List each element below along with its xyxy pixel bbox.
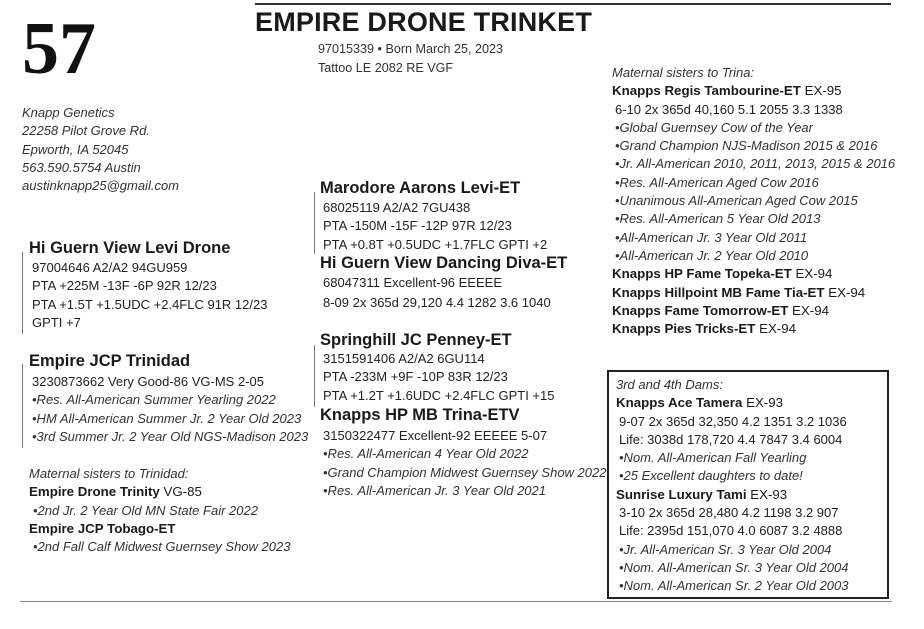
sister-honor: •Global Guernsey Cow of the Year bbox=[615, 119, 813, 135]
dam-honor: •HM All-American Summer Jr. 2 Year Old 2023 bbox=[32, 410, 302, 426]
dam-sire-name: Springhill JC Penney-ET bbox=[320, 331, 512, 349]
tattoo-line: Tattoo LE 2082 RE VGF bbox=[318, 61, 454, 75]
fourth-dam-life: Life: 2395d 151,070 4.0 6087 3.2 4888 bbox=[619, 523, 843, 539]
bottom-rule bbox=[20, 601, 892, 602]
fourth-dam-details bbox=[616, 504, 849, 595]
third-dam-honor: •25 Excellent daughters to date! bbox=[619, 468, 803, 484]
sire-dam-name: Hi Guern View Dancing Diva-ET bbox=[320, 254, 568, 272]
dams-box-heading: 3rd and 4th Dams: bbox=[616, 377, 723, 392]
sister-honor: •All-American Jr. 3 Year Old 2011 bbox=[615, 229, 808, 245]
sister-name-text: Knapps Fame Tomorrow-ET bbox=[612, 302, 789, 318]
dams-box-content bbox=[616, 376, 849, 596]
dam-sire-line: PTA -233M +9F -10P 83R 12/23 bbox=[323, 369, 508, 385]
consignor-email: austinknapp25@gmail.com bbox=[22, 178, 180, 194]
third-dam-honor: •Nom. All-American Fall Yearling bbox=[619, 450, 807, 466]
sister-name bbox=[612, 302, 895, 320]
sister-name bbox=[29, 520, 290, 538]
sister-honor: •All-American Jr. 2 Year Old 2010 bbox=[615, 247, 809, 263]
sister-classification: EX-94 bbox=[824, 284, 866, 300]
dam-line: 3230873662 Very Good-86 VG-MS 2-05 bbox=[32, 374, 264, 389]
dam-sire-line: PTA +1.2T +1.6UDC +2.4FLC GPTI +15 bbox=[323, 387, 555, 403]
sister-name bbox=[29, 483, 290, 501]
sister-classification: EX-95 bbox=[800, 83, 842, 99]
dam-details bbox=[32, 373, 308, 446]
consignor-block bbox=[22, 104, 179, 195]
fourth-dam-honor: •Nom. All-American Sr. 3 Year Old 2004 bbox=[619, 559, 849, 575]
sire-sire-bracket bbox=[314, 192, 315, 254]
sire-sire-name: Marodore Aarons Levi-ET bbox=[320, 179, 521, 197]
consignor-street: 22258 Pilot Grove Rd. bbox=[22, 123, 150, 139]
dam-honor: •3rd Summer Jr. 2 Year Old NGS-Madison 2023 bbox=[32, 428, 309, 444]
sister-classification: EX-94 bbox=[788, 302, 829, 318]
dam-sisters bbox=[29, 465, 290, 556]
sister-name-text: Knapps HP Fame Topeka-ET bbox=[612, 266, 792, 282]
consignor-name: Knapp Genetics bbox=[22, 105, 115, 120]
sister-name bbox=[612, 265, 895, 283]
sister-honor: •Unanimous All-American Aged Cow 2015 bbox=[615, 193, 858, 209]
sister-name-text: Knapps Regis Tambourine-ET bbox=[612, 83, 801, 99]
sister-name bbox=[612, 284, 895, 302]
dam-name: Empire JCP Trinidad bbox=[29, 352, 191, 370]
sire-dam-line: 8-09 2x 365d 29,120 4.4 1282 3.6 1040 bbox=[323, 295, 551, 311]
fourth-dam-honor: •Jr. All-American Sr. 3 Year Old 2004 bbox=[619, 541, 832, 557]
sire-bracket bbox=[22, 252, 23, 334]
consignor-city: Epworth, IA 52045 bbox=[22, 141, 129, 157]
sister-honor: •Jr. All-American 2010, 2011, 2013, 2015 & 2016 bbox=[615, 156, 896, 172]
third-dam-name bbox=[616, 394, 849, 412]
sister-classification: VG-85 bbox=[159, 484, 202, 500]
tambourine-details bbox=[612, 101, 895, 266]
sire-sire-line: PTA -150M -15F -12P 97R 12/23 bbox=[323, 218, 512, 234]
dam-dam-details bbox=[323, 427, 606, 500]
trina-sisters bbox=[612, 64, 895, 338]
production-record: 6-10 2x 365d 40,160 5.1 2055 3.3 1338 bbox=[615, 101, 843, 117]
top-rule bbox=[255, 3, 891, 5]
sister-name-text: Empire Drone Trinity bbox=[29, 484, 160, 500]
third-dam-life: Life: 3038d 178,720 4.4 7847 3.4 6004 bbox=[619, 431, 843, 447]
registration-line: 97015339 • Born March 25, 2023 bbox=[318, 42, 504, 56]
dam-honor: •Res. All-American Summer Yearling 2022 bbox=[32, 392, 276, 408]
sire-dam-details bbox=[323, 274, 551, 313]
page-title: EMPIRE DRONE TRINKET bbox=[255, 7, 593, 37]
sire-details bbox=[32, 259, 267, 332]
sire-name: Hi Guern View Levi Drone bbox=[29, 239, 231, 257]
sire-line: GPTI +7 bbox=[32, 314, 81, 330]
sire-sire-line: 68025119 A2/A2 7GU438 bbox=[323, 200, 471, 215]
dam-sire-line: 3151591406 A2/A2 6GU114 bbox=[323, 351, 485, 366]
sister-note: •2nd Fall Calf Midwest Guernsey Show 2023 bbox=[33, 539, 291, 555]
fourth-dam-name bbox=[616, 486, 849, 504]
sister-honor: •Res. All-American Aged Cow 2016 bbox=[615, 174, 819, 190]
trina-sisters-heading: Maternal sisters to Trina: bbox=[612, 65, 755, 80]
sister-classification: EX-94 bbox=[791, 266, 833, 282]
fourth-dam-name-text: Sunrise Luxury Tami bbox=[616, 486, 747, 502]
sire-sire-line: PTA +0.8T +0.5UDC +1.7FLC GPTI +2 bbox=[323, 236, 548, 252]
sire-line: PTA +225M -13F -6P 92R 12/23 bbox=[32, 278, 217, 294]
dam-dam-honor: •Res. All-American 4 Year Old 2022 bbox=[323, 446, 529, 462]
dams-box bbox=[607, 370, 889, 599]
dam-sire-details bbox=[323, 350, 554, 405]
sister-honor: •Res. All-American 5 Year Old 2013 bbox=[615, 211, 821, 227]
third-dam-details bbox=[616, 413, 849, 486]
dam-dam-honor: •Res. All-American Jr. 3 Year Old 2021 bbox=[323, 482, 546, 498]
sister-name-text: Empire JCP Tobago-ET bbox=[29, 520, 176, 536]
sister-classification: EX-94 bbox=[755, 321, 797, 337]
sister-name bbox=[612, 320, 895, 338]
third-dam-record: 9-07 2x 365d 32,350 4.2 1351 3.2 1036 bbox=[619, 413, 847, 429]
sister-name-text: Knapps Hillpoint MB Fame Tia-ET bbox=[612, 284, 825, 300]
dam-dam-name: Knapps HP MB Trina-ETV bbox=[320, 406, 520, 424]
sister-note: •2nd Jr. 2 Year Old MN State Fair 2022 bbox=[33, 502, 258, 518]
sister-honor: •Grand Champion NJS-Madison 2015 & 2016 bbox=[615, 138, 878, 154]
dam-sisters-heading: Maternal sisters to Trinidad: bbox=[29, 466, 189, 481]
sister-name bbox=[612, 82, 895, 100]
dam-dam-honor: •Grand Champion Midwest Guernsey Show 2022 bbox=[323, 464, 607, 480]
consignor-phone: 563.590.5754 Austin bbox=[22, 159, 141, 175]
sire-line: PTA +1.5T +1.5UDC +2.4FLC 91R 12/23 bbox=[32, 296, 268, 312]
dam-bracket bbox=[22, 364, 23, 448]
fourth-dam-classification: EX-93 bbox=[746, 486, 788, 502]
sire-dam-line: 68047311 Excellent-96 EEEEE bbox=[323, 275, 502, 290]
third-dam-classification: EX-93 bbox=[742, 395, 784, 411]
fourth-dam-record: 3-10 2x 365d 28,480 4.2 1198 3.2 907 bbox=[619, 505, 839, 521]
third-dam-name-text: Knapps Ace Tamera bbox=[616, 395, 743, 411]
dam-dam-line: 3150322477 Excellent-92 EEEEE 5-07 bbox=[323, 428, 548, 443]
lot-number: 57 bbox=[22, 8, 96, 90]
fourth-dam-honor: •Nom. All-American Sr. 2 Year Old 2003 bbox=[619, 578, 849, 594]
sire-line: 97004646 A2/A2 94GU959 bbox=[32, 260, 188, 275]
sister-name-text: Knapps Pies Tricks-ET bbox=[612, 321, 756, 337]
sire-sire-details bbox=[323, 199, 547, 254]
dam-sire-bracket bbox=[314, 345, 315, 407]
